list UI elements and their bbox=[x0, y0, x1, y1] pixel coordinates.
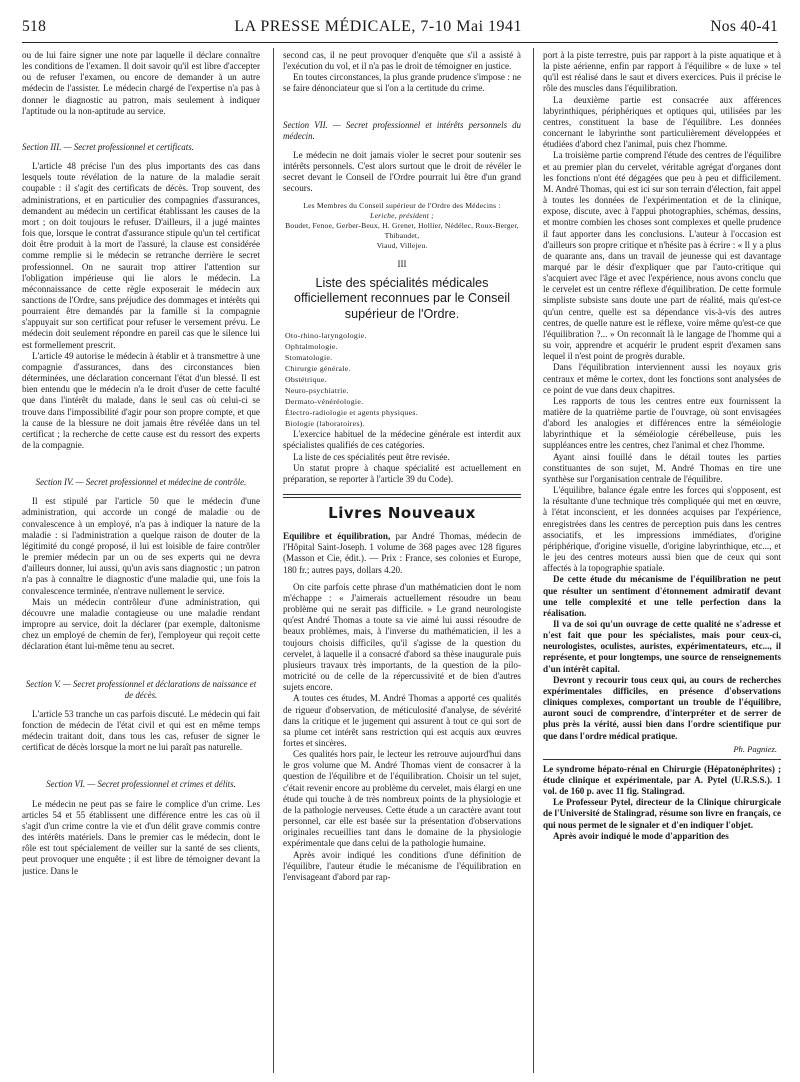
list-item: Obstétrique. bbox=[285, 375, 327, 385]
new-books-heading: Livres Nouveaux bbox=[328, 504, 476, 522]
section-heading: Section III. — Secret professionnel et certificats. bbox=[22, 141, 194, 152]
column-1 bbox=[22, 50, 260, 1078]
paragraph: La deuxième partie est consacrée aux afférences labyrinthiques, périphériques et optiques qui, utilisées par les centres, constituent la base de l'équilibre. Les données concernant le labyrinthe sont particulièrement développées et étudiées d'abord chez l'animal, puis chez l'homme. bbox=[543, 94, 781, 150]
column-3 bbox=[543, 50, 781, 1078]
column-divider-2 bbox=[533, 48, 534, 1073]
paragraph: Le médecin ne doit jamais violer le secret pour soutenir ses intérêts personnels. C'est alors surtout que le droit de révéler le secret devant le Conseil de l'Ordre pourrait lui être d'un grand secours. bbox=[283, 149, 521, 194]
list-item: Dermato-vénéréologie. bbox=[285, 397, 364, 407]
paragraph: Le médecin ne peut pas se faire le complice d'un crime. Les articles 54 et 55 établissent une différence entre les cas où il s'agit d'un crime contre la vie et d'un délit grave commis contre des intérêts matériels. Dans le premier cas le médecin, dont le rôle est tout spécialement de veiller sur la santé de ses clients, peut provoquer une enquête ; il est libre de témoigner devant la justice. Dans le bbox=[22, 798, 260, 876]
book-reference bbox=[543, 764, 781, 797]
paragraph: Après avoir indiqué le mode d'apparition des bbox=[553, 830, 729, 841]
section-rule bbox=[283, 497, 521, 498]
list-item: Biologie (laboratoires). bbox=[285, 419, 365, 429]
paragraph: La liste de ces spécialités peut être revisée. bbox=[293, 451, 450, 462]
review-signature: Ph. Pagniez. bbox=[733, 743, 777, 754]
specialties-list bbox=[283, 330, 521, 429]
paragraph: Après avoir indiqué les conditions d'une définition de l'équilibre, l'auteur étudie le mécanisme de l'équilibration en l'envisageant d'abord par rap- bbox=[283, 849, 521, 882]
paragraph: En toutes circonstances, la plus grande prudence s'impose : ne se faire dénonciateur que si l'on a la certitude du crime. bbox=[283, 72, 521, 94]
paragraph: A toutes ces études, M. André Thomas a apporté ces qualités de rigueur d'observation, de méticulosité d'analyse, de sévérité dans la critique et le jugement qui assurent à tout ce qui sort de sa plume cet intérêt sans restriction qui est acquis aux œuvres fortes et sincères. bbox=[283, 693, 521, 748]
book-title: Le syndrome hépato-rénal en Chirurgie bbox=[543, 763, 701, 774]
paragraph: Dans l'équilibration interviennent aussi les noyaux gris centraux et même le cortex, dont les fonctions sont analysées de ce point de vue dans deux chapitres. bbox=[543, 362, 781, 395]
paragraph: L'exercice habituel de la médecine générale est interdit aux spécialistes qualifiés de ces catégories. bbox=[283, 429, 521, 451]
paragraph: Devront y recourir tous ceux qui, au cours de recherches expérimentales difficiles, en présence d'observations cliniques complexes, comportant un trouble de l'équilibre, auront souci de comprendre, d'interpréter et de serrer de plus près la vérité, aussi bien dans l'ordre scientifique pur que dans l'ordre médical pratique. bbox=[543, 674, 781, 741]
paragraph: Ces qualités hors pair, le lecteur les retrouve aujourd'hui dans le gros volume que M. André Thomas vient de consacrer à la question de l'équilibre et de l'équilibration. Choisir un tel sujet, c'était revenir encore au problème du cervelet, mais élargi en une étude qui touche à de très nombreux points de la physiologie et de la pathologie nerveuses. Cette étude a un caractère avant tout personnel, car elle est basée sur la présentation d'observations originales recueillies tant dans le domaine de la physiologie expérimentale que dans celui de la pathologie humaine. bbox=[283, 749, 521, 849]
list-item: Chirurgie générale. bbox=[285, 364, 351, 374]
section-heading: Section V. — Secret professionnel et déclarations de naissance et de décès. bbox=[25, 678, 257, 700]
list-item: Ophtalmologie. bbox=[285, 342, 338, 352]
paragraph: port à la piste terrestre, puis par rapport à la piste aquatique et à la piste aérienne, enfin par rapport à l'équilibre « de luxe » tel qu'il est réalisé dans le saut et divers exercices. Puis il précise le rôle des muscles dans l'équilibration. bbox=[543, 50, 781, 94]
header-rule bbox=[22, 42, 778, 43]
members-names: Boudet, Fenoe, Gerber-Beux, H. Grenet, Hollier, Nédélec, Roux-Berger, Thibaudet, bbox=[285, 220, 519, 240]
paragraph: Il va de soi qu'un ouvrage de cette qualité ne s'adresse et n'est fait que pour les spécialistes, mais pour ceux-ci, neurologistes, oculistes, auristes, expérimentateurs, etc..., il représente, et pour longtemps, une source de renseignements d'un intérêt capital. bbox=[543, 618, 781, 674]
paragraph: L'article 53 tranche un cas parfois discuté. Le médecin qui fait fonction de médecin de l'état civil et qui est en même temps médecin traitant doit, dans tous les cas, refuser de signer le certificat de décès lorsque la mort ne lui paraît pas naturelle. bbox=[22, 708, 260, 753]
list-item: Neuro-psychiatrie. bbox=[285, 386, 349, 396]
paragraph: Mais un médecin contrôleur d'une administration, qui découvre une maladie contagieuse ou une maladie rendant impropre au service, doit la déclarer (par exemple, daltonisme chez un employé de chemin de fer), l'employeur qui reçoit cette déclaration étant lui-même tenu au secret. bbox=[22, 596, 260, 652]
roman-numeral-heading: III bbox=[397, 258, 407, 269]
journal-title: LA PRESSE MÉDICALE, 7-10 Mai 1941 bbox=[234, 18, 523, 35]
section-heading: Section IV. — Secret professionnel et médecine de contrôle. bbox=[35, 477, 247, 488]
paragraph: Il est stipulé par l'article 50 que le médecin d'une administration, qui accorde un congé de maladie ou de convalescence à un employé, n'a pas à indiquer la nature de la maladie : si l'administration a quelque raison de douter de la légitimité du congé proposé, il lui est loisible de faire contrôler le premier médecin par un ou de ses experts qui ne devra d'ailleurs donner, lui aussi, qu'un avis sans diagnostic ; un patron n'a pas à connaître le diagnostic d'une maladie qui, une fois la convalescence terminée, n'entrave nullement le service. bbox=[22, 496, 260, 596]
page-header bbox=[22, 18, 778, 44]
column-divider-1 bbox=[273, 48, 274, 1073]
section-rule bbox=[283, 494, 521, 495]
paragraph: ou de lui faire signer une note par laquelle il déclare connaître les conditions de l'examen. Il doit savoir qu'il est libre d'accepter ou de refuser l'examen, ou encore de demander à un autre médecin de l'assister. Le médecin chargé de l'expertise n'a pas à donner le diagnostic au patron, mais seulement à indiquer l'aptitude ou la non-aptitude au service. bbox=[22, 50, 260, 116]
paragraph: Un statut propre à chaque spécialité est actuellement en préparation, se reporter à l'article 39 du Code). bbox=[283, 462, 521, 484]
paragraph: On cite parfois cette phrase d'un mathématicien dont le nom m'échappe : « J'aimerais actuellement résoudre un beau problème qui ne serait pas difficile. » Le grand neurologiste qu'est André Thomas a toute sa vie aimé lui aussi résoudre de beaux problèmes, mais, à l'inverse du mathématicien, il les a toujours choisis difficiles, qu'il s'agisse de la question du cervelet, à laquelle il a consacré d'abord sa thèse inaugurale puis plusieurs travaux très importants, de la question de la pilo-motricité ou de celle de la répercussivité et de bien d'autres sujets encore. bbox=[283, 581, 521, 693]
book-details: (Hépatonéphrites) ; étude clinique et expérimentale, par A. Pytel (U.R.S.S.). 1 vol. de 160 p. avec 11 fig. Stalingrad. bbox=[543, 763, 781, 797]
book-details: par André Thomas, médecin de l'Hôpital Saint-Joseph. 1 volume de 368 pages avec 128 figures (Masson et Cie, édit.). — Prix : France, ses colonies et Europe, 180 fr.; autres pays, dollars 4.20. bbox=[283, 531, 521, 575]
paragraph: La troisième partie comprend l'étude des centres de l'équilibre et au premier plan du cervelet, véritable agrégat d'organes dont les fonctions n'ont été dégagées que peu à peu et difficilement. M. André Thomas, qui est ici sur son terrain d'élection, fait appel à toutes les données de l'expérimentation et de la clinique, expose, discute, avec à l'appui photographies, schémas, dessins, et montre combien les choses sont complexes et quelle prudence il faut apporter dans les conclusions. L'auteur à l'occasion est d'ailleurs son propre critique et n'hésite pas à écrire : « Il y a plus de quarante ans, dans un travail de jeunesse qui est davantage marqué par le désir d'expliquer que par l'auto-critique qui s'acquiert avec l'âge et avec l'expérience, nous avons conclu que le cervelet est un centre réflexe d'équilibration. De cette formule simpliste subsiste sans doute une part de réalité, mais qu'est-ce qu'un centre, quelle est sa dépendance vis-à-vis des autres centres, de quelle nature est le réflexe, voire même qu'est-ce que l'équilibration ?... » On reconnaît là le langage de l'homme qui a su voir, apprendre et acquérir le prudent esprit d'examen sans lequel il n'est point de progrès durable. bbox=[543, 150, 781, 362]
paragraph: L'article 48 précise l'un des plus importants des cas dans lesquels toute révélation de la nature de la maladie serait coupable : il s'agit des certificats de décès. Trop souvent, des administrations, et en particulier des compagnies d'assurances, demandent au médecin un certificat établissant les causes de la mort ; on doit toujours le refuser. D'ailleurs, il a jugé maintes fois que, lorsque le contrat d'assurance stipule qu'un tel certificat doit être produit à la mort de l'assuré, la clause est considérée comme remplie si le médecin se retranche derrière le secret professionnel. On ne saurait trop attirer l'attention sur l'obligation impérieuse qui lie alors le médecin. La méconnaissance de cette règle exposerait le médecin aux sanctions de l'Ordre, sans préjudice des dommages et intérêts qui pourraient être demandés par la famille si la compagnie s'appuyait sur son certificat pour refuser le versement prévu. Le médecin doit seulement répondre en pareil cas que le silence lui est formellement prescrit. bbox=[22, 161, 260, 350]
paragraph: Le Professeur Pytel, directeur de la Clinique chirurgicale de l'Université de Stalingrad, résume son livre en français, ce qui nous permet de le signaler et d'en indiquer l'objet. bbox=[543, 797, 781, 830]
list-item: Stomatologie. bbox=[285, 353, 333, 363]
council-members bbox=[283, 201, 521, 251]
members-names-end: Viaud, Villejeu. bbox=[376, 240, 428, 250]
paragraph: second cas, il ne peut provoquer d'enquête que s'il a assisté à l'exécution du vol, et il n'a pas le droit de témoigner en justice. bbox=[283, 50, 521, 72]
paragraph: De cette étude du mécanisme de l'équilibration ne peut que résulter un sentiment d'étonnement admiratif devant une telle complexité et une telle perfection dans la réalisation. bbox=[543, 574, 781, 618]
section-heading: Section VII. — Secret professionnel et intérêts personnels du médecin. bbox=[283, 119, 521, 141]
members-president: Leriche, président ; bbox=[370, 210, 434, 220]
page-number: 518 bbox=[22, 18, 47, 35]
list-item: Oto-rhino-laryngologie. bbox=[285, 331, 367, 341]
section-heading: Section VI. — Secret professionnel et crimes et délits. bbox=[46, 779, 236, 790]
paragraph: Ayant ainsi fouillé dans le détail toutes les parties constituantes de son sujet, M. André Thomas en tire une synthèse sur l'organisation centrale de l'équilibre. bbox=[543, 451, 781, 484]
paragraph: L'article 49 autorise le médecin à établir et à transmettre à une compagnie d'assurances, dans des circonstances bien déterminées, une déclaration concernant l'état d'un blessé. Il est bien entendu que le médecin n'a le droit d'user de cette faculté que dans l'intérêt du malade, dans le seul cas où celui-ci se trouve dans l'impossibilité d'agir pour son propre compte, et que la cause de la blessure ne doit jamais être révélée dans un tel certificat ; la recherche de cette cause est du ressort des experts de la compagnie. bbox=[22, 350, 260, 450]
paragraph: Les rapports de tous les centres entre eux fournissent la matière de la quatrième partie de l'ouvrage, où sont envisagées d'abord les analogies et différences entre la séméiologie labyrinthique et la séméiologie cérébelleuse, puis les suppléances entre les centres, chez l'animal et chez l'homme. bbox=[543, 395, 781, 451]
book-reference bbox=[283, 531, 521, 576]
list-item: Électro-radiologie et agents physiques. bbox=[285, 408, 418, 418]
book-title: Equilibre et équilibration, bbox=[283, 531, 391, 542]
paragraph: L'équilibre, balance égale entre les forces qui s'opposent, est la résultante d'une technique très compliquée qui met en œuvre, à l'état inconscient, et les données acquises par l'expérience, enregistrées dans les centres de perception puis dans les centres associatifs, et les impressions immédiates, d'origine périphérique, d'origine visuelle, d'origine labyrinthique, etc..., et le jeu des centres moteurs aussi bien que de ceux qui sont affectés à la topographie spatiale. bbox=[543, 485, 781, 574]
members-heading: Les Membres du Conseil supérieur de l'Ordre des Médecins : bbox=[303, 200, 501, 210]
issue-number: Nos 40-41 bbox=[710, 18, 778, 35]
section-rule bbox=[543, 759, 781, 760]
specialties-list-title: Liste des spécialités médicales officiellement reconnues par le Conseil supérieur de l'Ordre. bbox=[293, 275, 511, 321]
column-2 bbox=[283, 50, 521, 1078]
